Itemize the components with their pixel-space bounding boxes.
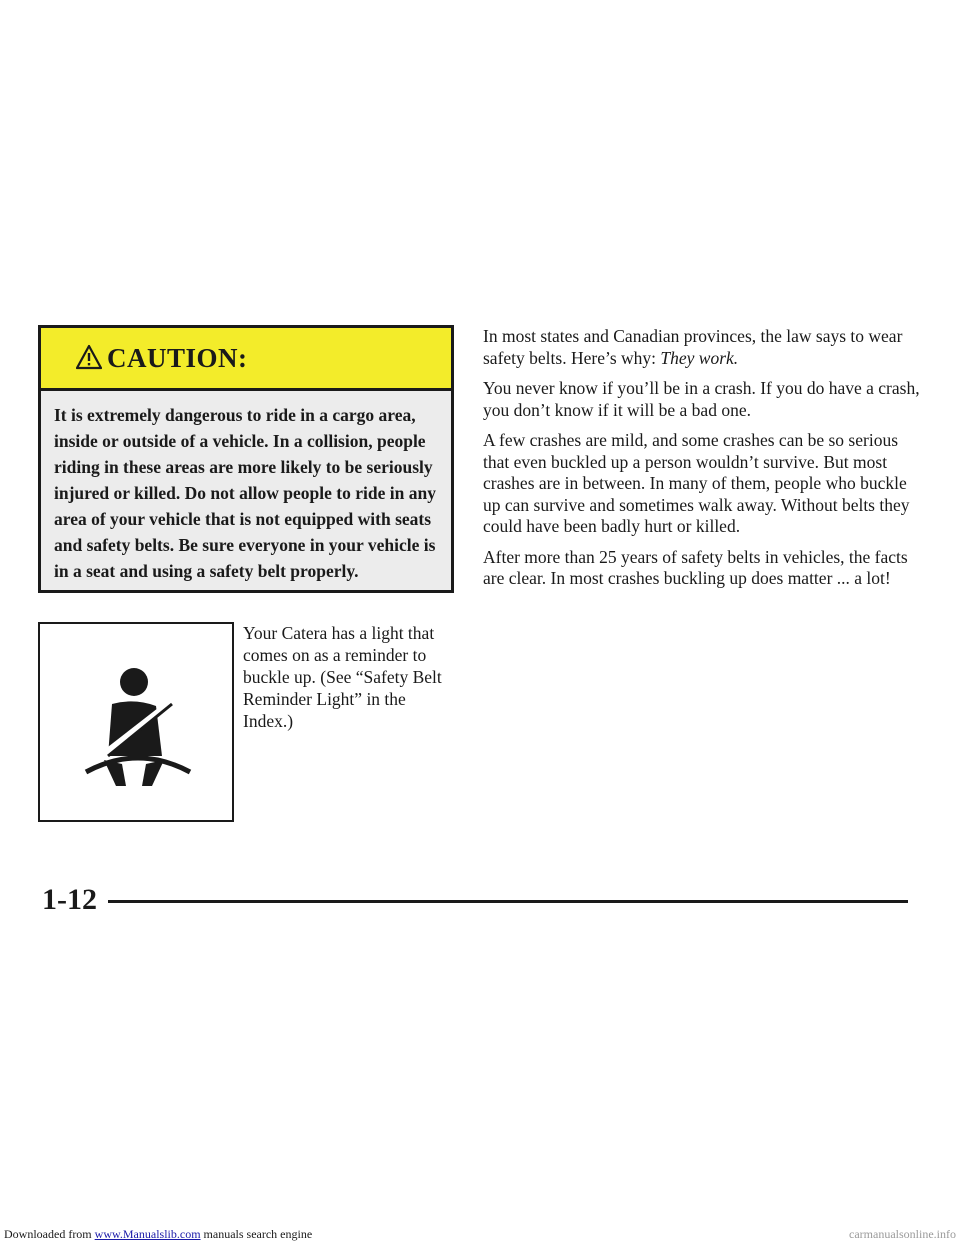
caution-box [38,325,454,593]
right-column [483,326,923,599]
manualslib-link[interactable]: www.Manualslib.com [94,1227,201,1241]
emphasis-they-work: They work. [660,347,739,368]
belt-icon-panel [38,622,234,822]
caution-header [41,328,451,391]
paragraph-mild: A few crashes are mild, and some crashes can be so serious that even buckled up a person wouldn’t survive. But most crashes are in between. In many of them, people who buckle up can survive and sometimes walk away. Without belts they could have been badly hurt or killed. [483,430,910,536]
watermark: carmanualsonline.info [849,1227,956,1241]
footer-rule [108,900,908,903]
caution-title: CAUTION: [107,343,248,373]
belt-reminder-text: Your Catera has a light that comes on as a reminder to buckle up. (See “Safety Belt Reminder Light” in the Index.) [243,623,442,731]
warning-triangle-icon [76,344,102,370]
download-banner: Downloaded from www.Manualslib.com manuals search engine [4,1227,313,1241]
paragraph-law: In most states and Canadian provinces, the law says to wear safety belts. Here’s why: They work. [483,326,903,368]
paragraph-crash: You never know if you’ll be in a crash. If you do have a crash, you don’t know if it will be a bad one. [483,378,920,420]
paragraph-facts: After more than 25 years of safety belts in vehicles, the facts are clear. In most crashes buckling up does matter ... a lot! [483,546,908,588]
page-number: 1-12 [42,883,97,916]
caution-text: It is extremely dangerous to ride in a cargo area, inside or outside of a vehicle. In a collision, people riding in these areas are more likely to be seriously injured or killed. Do not allow people to ride in any area of your vehicle that is not equipped with seats and safety belts. Be sure everyone in your vehicle is in a seat and using a safety belt properly. [54,405,436,581]
seat-belt-icon [82,660,194,790]
